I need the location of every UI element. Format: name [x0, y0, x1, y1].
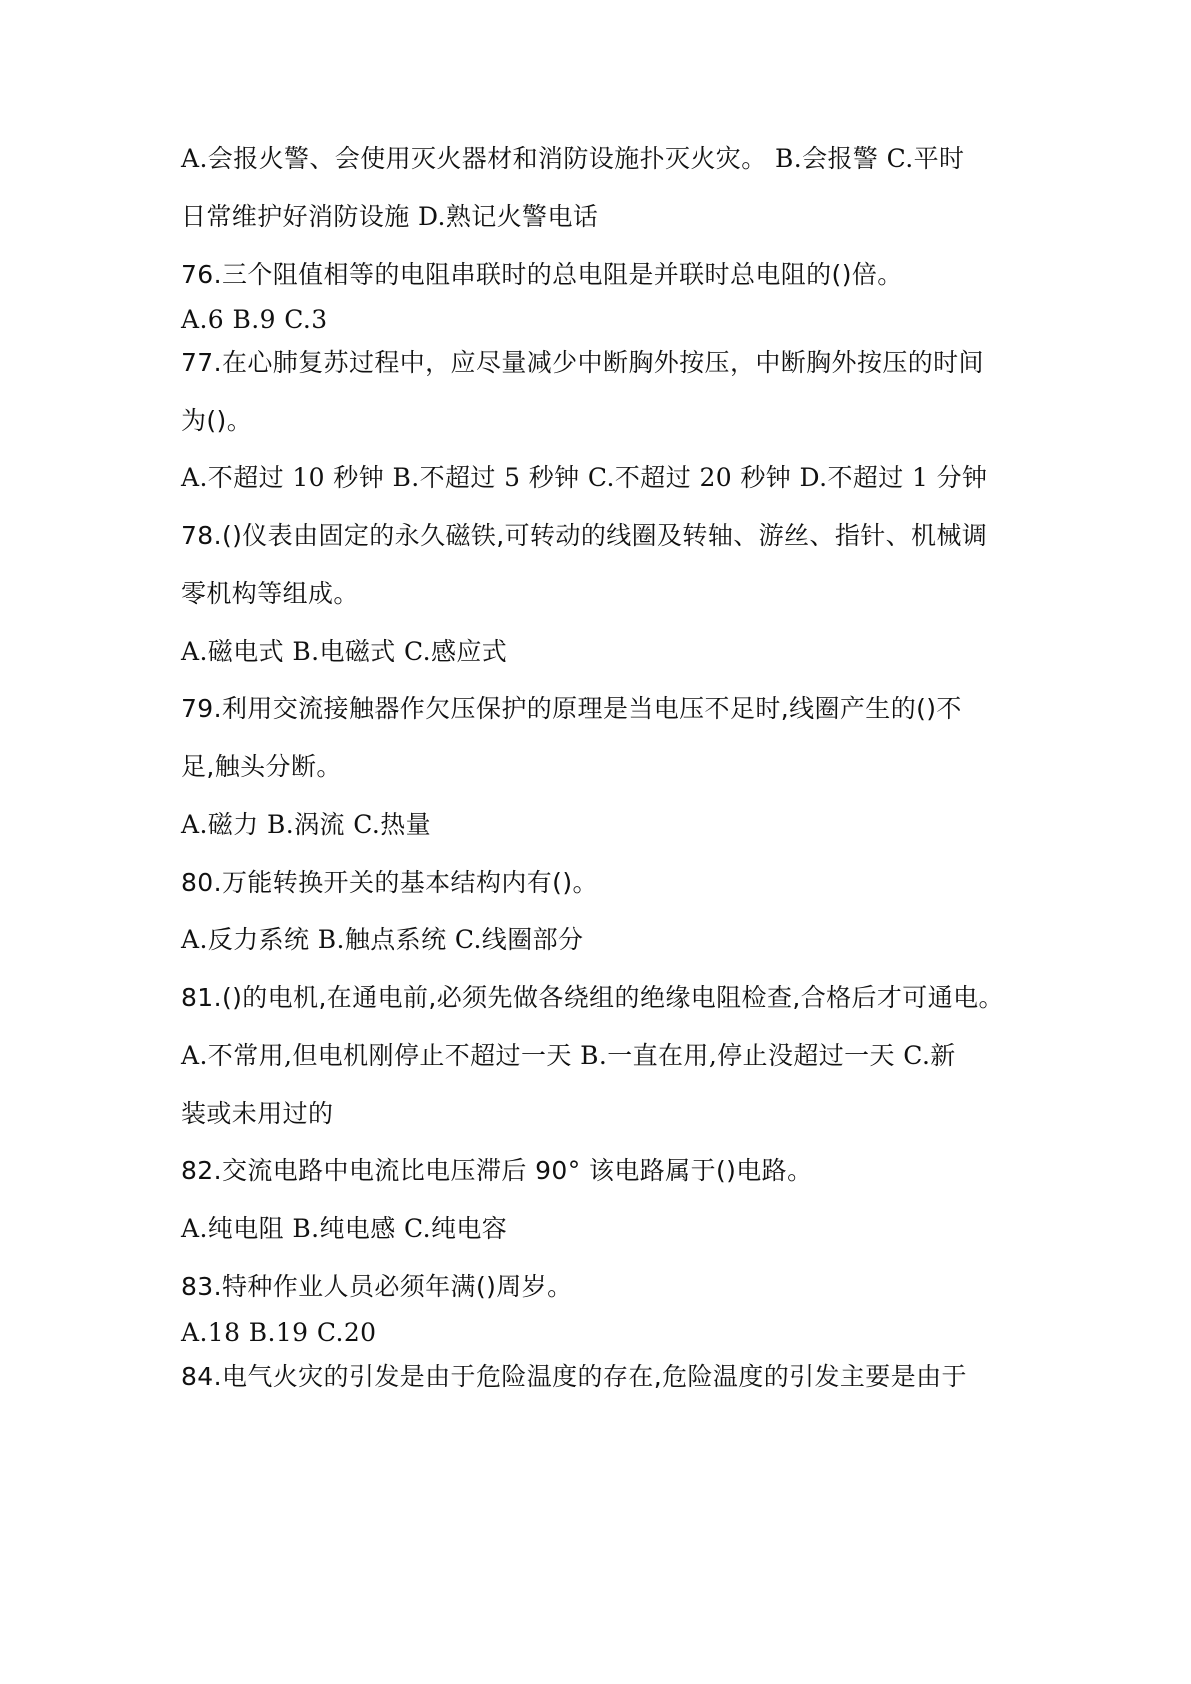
question-76: 76.三个阻值相等的电阻串联时的总电阻是并联时总电阻的()倍。 — [181, 260, 903, 289]
question-77-line-1: 77.在心肺复苏过程中，应尽量减少中断胸外按压，中断胸外按压的时间 — [181, 348, 984, 377]
options-81-line-2: 装或未用过的 — [181, 1099, 334, 1128]
options-76: A.6 B.9 C.3 — [181, 305, 328, 334]
question-77-line-2: 为()。 — [181, 406, 253, 435]
question-78-line-2: 零机构等组成。 — [181, 579, 359, 608]
option-line-75-b: 日常维护好消防设施 D.熟记火警电话 — [181, 202, 599, 231]
options-81-line-1: A.不常用,但电机刚停止不超过一天 B.一直在用,停止没超过一天 C.新 — [181, 1041, 956, 1070]
question-84: 84.电气火灾的引发是由于危险温度的存在,危险温度的引发主要是由于 — [181, 1362, 967, 1391]
question-82: 82.交流电路中电流比电压滞后 90° 该电路属于()电路。 — [181, 1156, 813, 1185]
options-82: A.纯电阻 B.纯电感 C.纯电容 — [181, 1214, 508, 1243]
question-81: 81.()的电机,在通电前,必须先做各绕组的绝缘电阻检查,合格后才可通电。 — [181, 983, 1004, 1012]
question-79-line-2: 足,触头分断。 — [181, 752, 342, 781]
options-77: A.不超过 10 秒钟 B.不超过 5 秒钟 C.不超过 20 秒钟 D.不超过 1 分钟 — [181, 463, 988, 492]
options-79: A.磁力 B.涡流 C.热量 — [181, 810, 431, 839]
question-79-line-1: 79.利用交流接触器作欠压保护的原理是当电压不足时,线圈产生的()不 — [181, 694, 962, 723]
options-80: A.反力系统 B.触点系统 C.线圈部分 — [181, 925, 584, 954]
question-80: 80.万能转换开关的基本结构内有()。 — [181, 868, 598, 897]
options-78: A.磁电式 B.电磁式 C.感应式 — [181, 637, 508, 666]
option-line-75-a: A.会报火警、会使用灭火器材和消防设施扑灭火灾。 B.会报警 C.平时 — [181, 144, 965, 173]
options-83: A.18 B.19 C.20 — [181, 1318, 377, 1347]
question-78-line-1: 78.()仪表由固定的永久磁铁,可转动的线圈及转轴、游丝、指针、机械调 — [181, 521, 988, 550]
question-83: 83.特种作业人员必须年满()周岁。 — [181, 1272, 573, 1301]
